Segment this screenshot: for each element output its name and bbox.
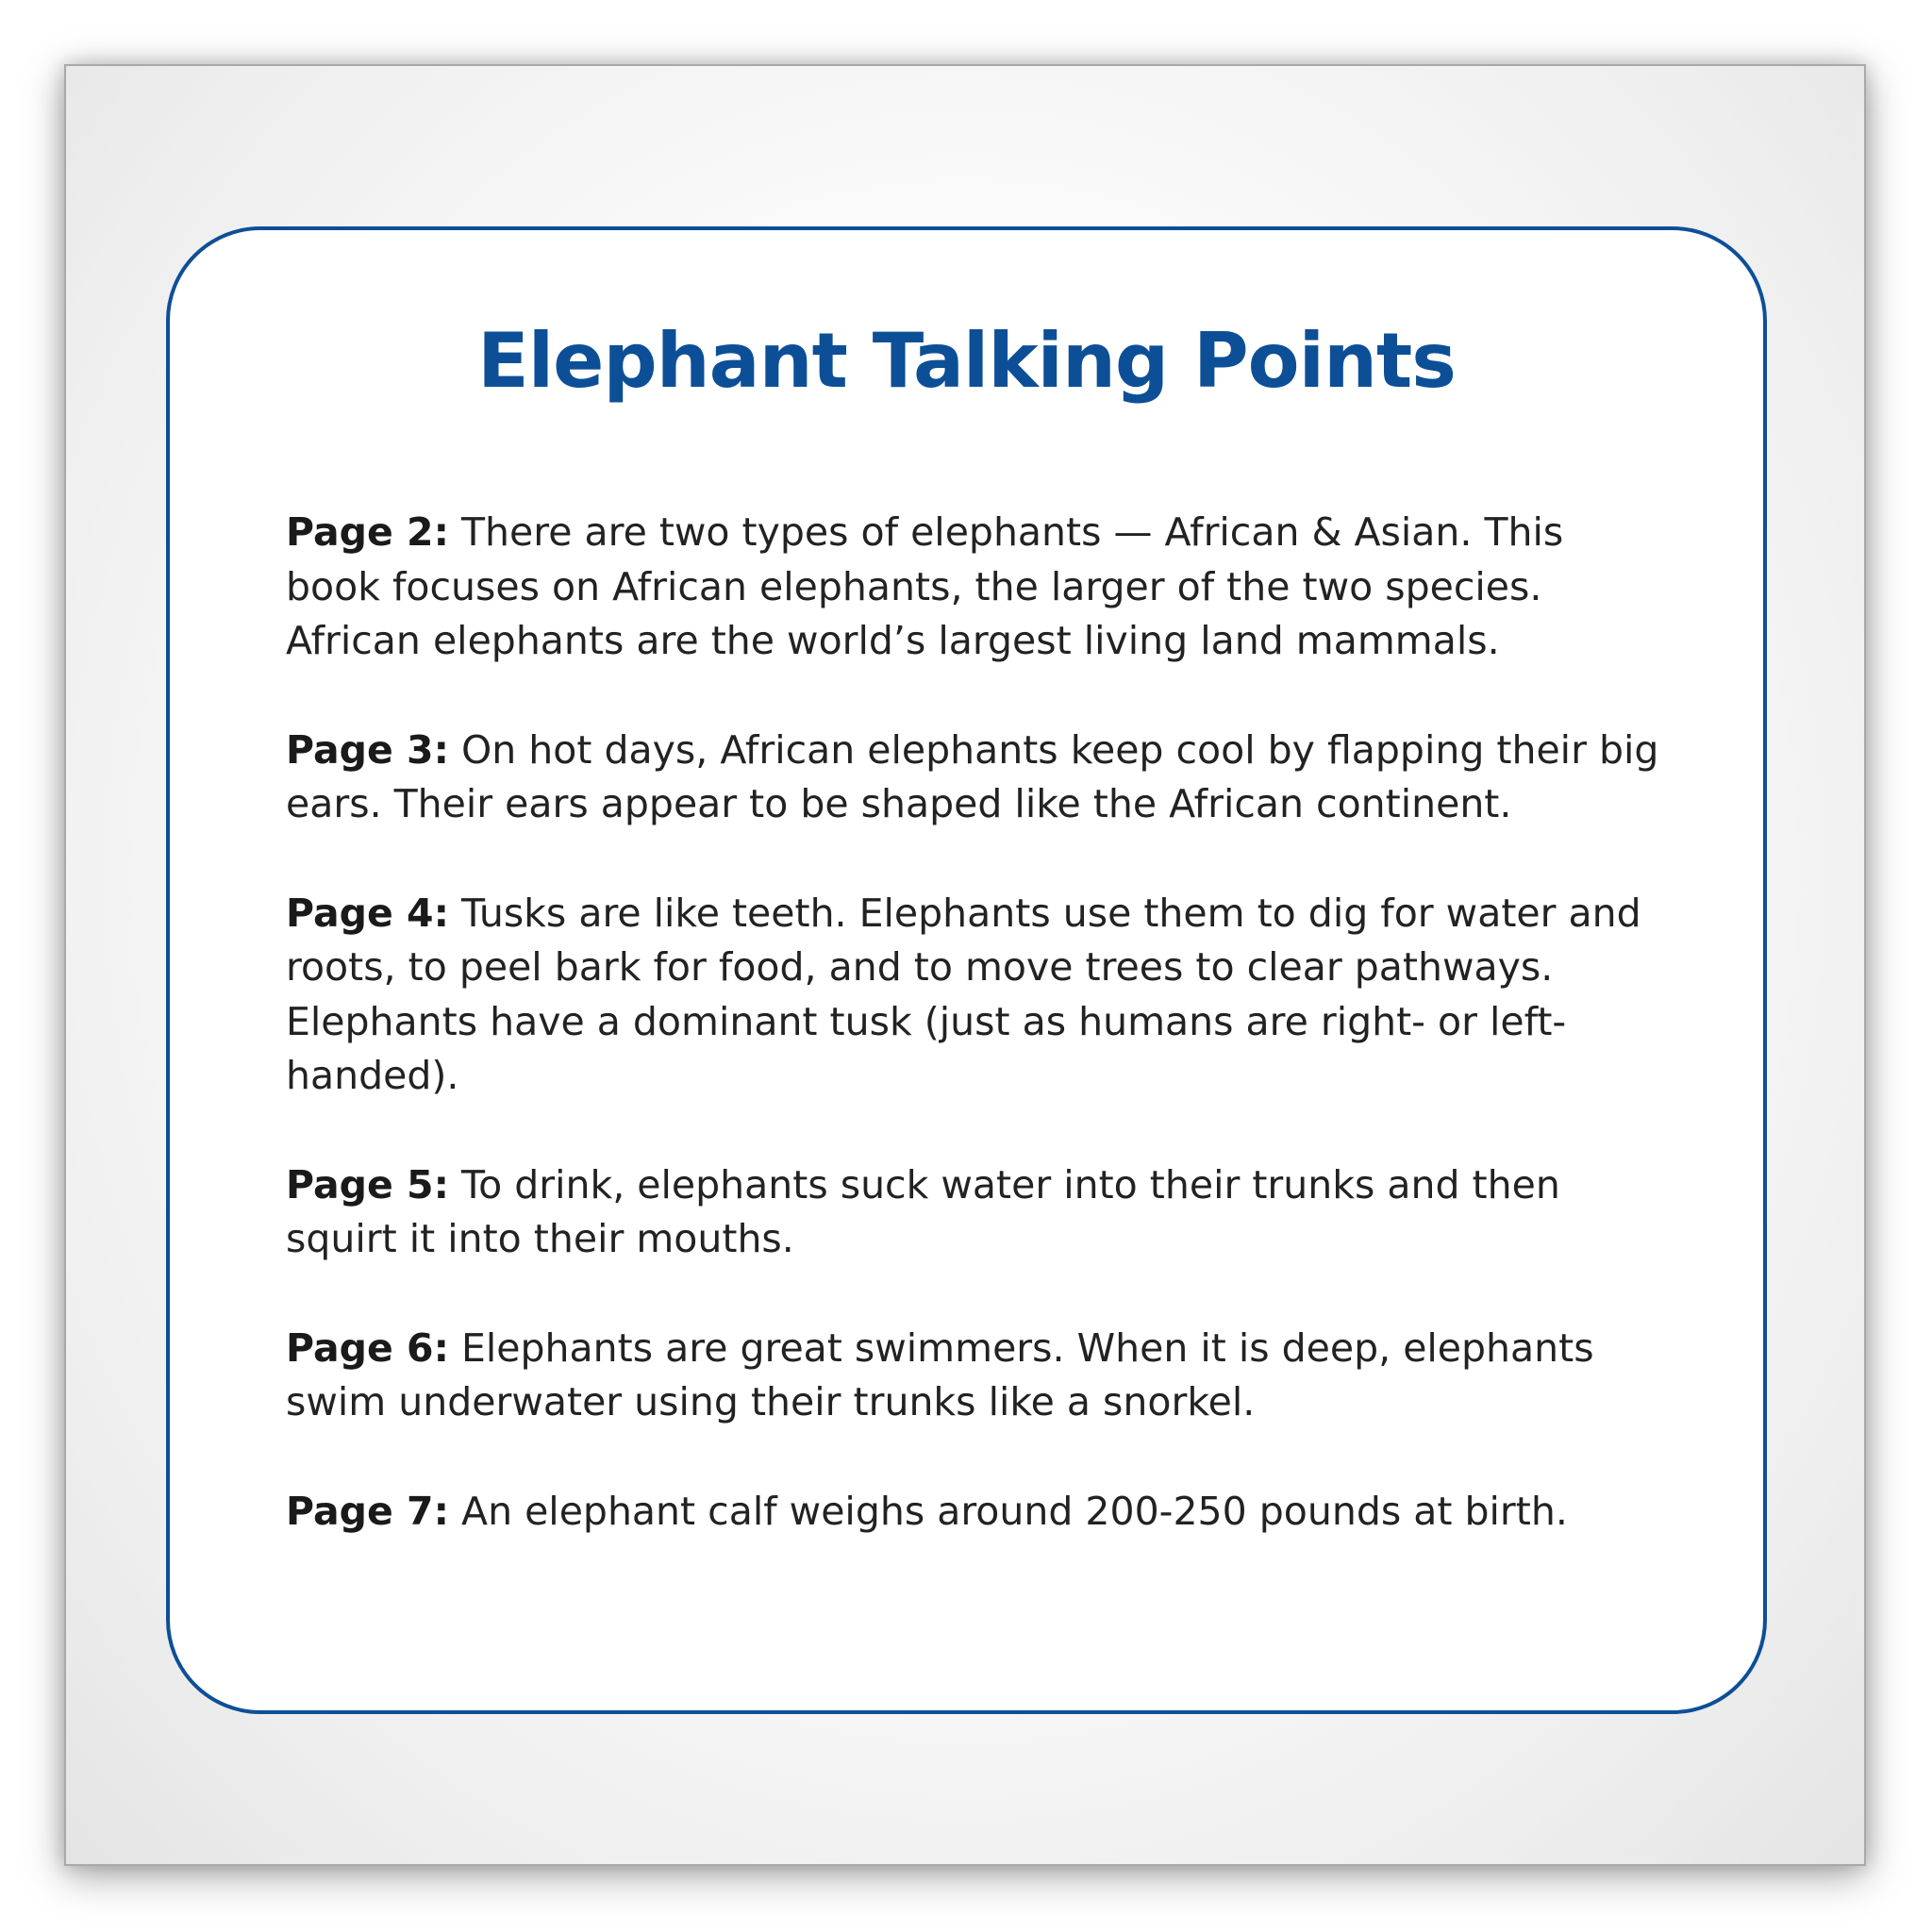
point-text: Tusks are like teeth. Elephants use them to dig for water and roots, to peel bark for food, and to move trees to clear pathways. Elephants have a dominant tusk (just as humans are right- or left-handed). [286, 890, 1641, 1098]
talking-point-page-5 [286, 1158, 1663, 1267]
point-text: To drink, elephants suck water into their trunks and then squirt it into their mouths. [286, 1161, 1560, 1261]
point-text: Elephants are great swimmers. When it is deep, elephants swim underwater using their trunks like a snorkel. [286, 1324, 1594, 1424]
document-page [64, 64, 1866, 1866]
page-title: Elephant Talking Points [477, 317, 1456, 405]
point-text: An elephant calf weighs around 200-250 pounds at birth. [461, 1488, 1568, 1534]
point-label: Page 5: [286, 1161, 449, 1208]
talking-point-page-2 [286, 506, 1663, 669]
talking-point-page-6 [286, 1322, 1663, 1430]
point-label: Page 3: [286, 726, 449, 773]
talking-point-page-7 [286, 1485, 1663, 1540]
talking-points-card [166, 226, 1767, 1714]
point-label: Page 4: [286, 890, 449, 936]
point-label: Page 2: [286, 509, 449, 555]
talking-points-list [286, 506, 1663, 1593]
point-text: On hot days, African elephants keep cool by flapping their big ears. Their ears appear to be shaped like the African continent. [286, 726, 1659, 826]
point-text: There are two types of elephants — African & Asian. This book focuses on African elephants, the larger of the two species. African elephants are the world’s largest living land mammals. [286, 509, 1564, 663]
point-label: Page 7: [286, 1488, 449, 1534]
talking-point-page-4 [286, 887, 1663, 1104]
point-label: Page 6: [286, 1324, 449, 1371]
talking-point-page-3 [286, 724, 1663, 832]
